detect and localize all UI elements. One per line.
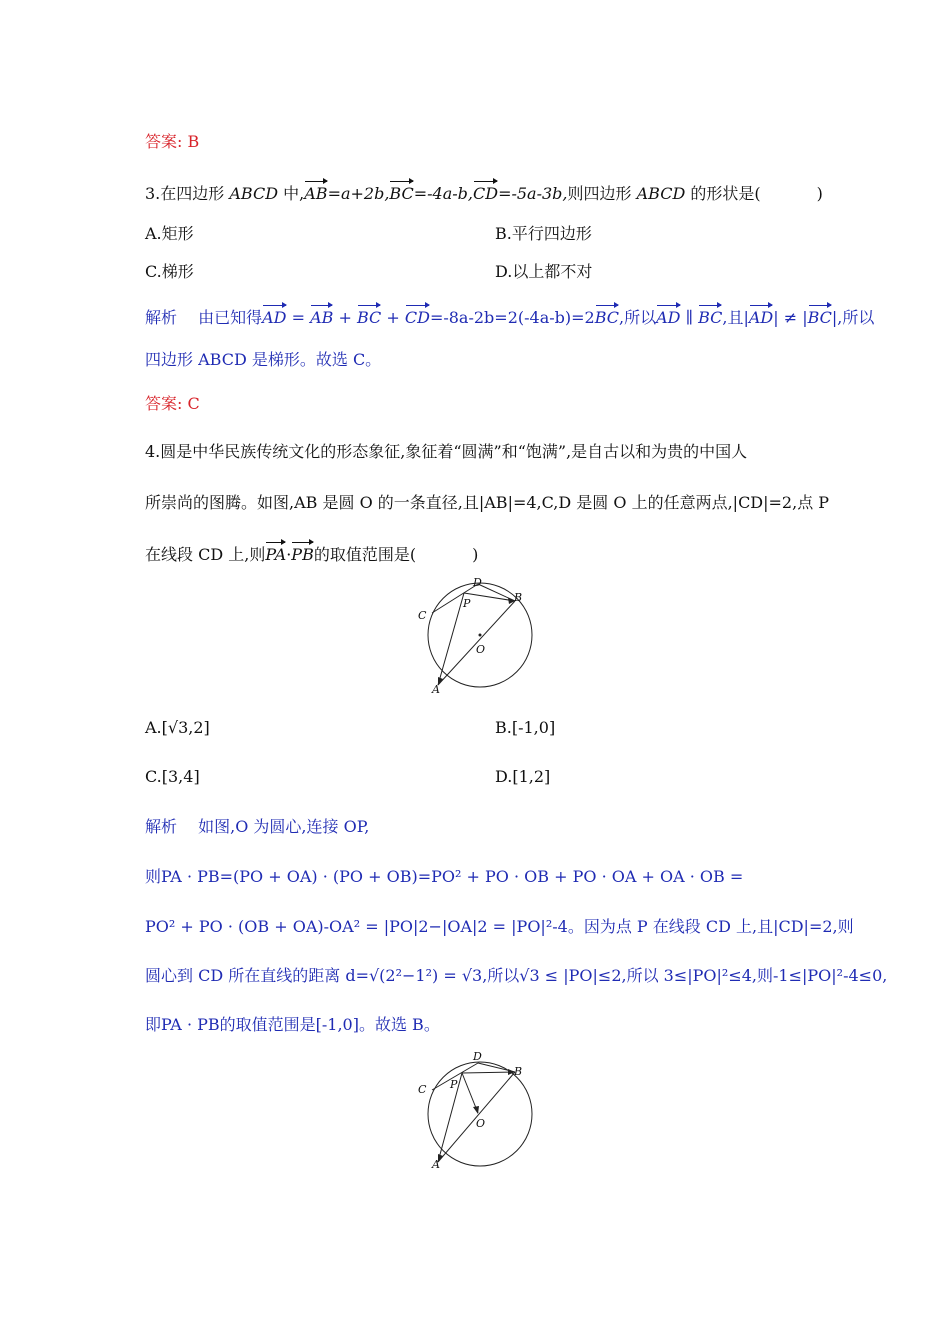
arrowhead	[473, 1106, 479, 1114]
q3-text: =-4a-b,	[413, 184, 473, 203]
q4-solution-line2: 则PA · PB=(PO + OA) · (PO + OB)=PO² + PO · OB + PO · OA + OA · OB =	[145, 867, 744, 886]
solution-tag: 解析	[145, 817, 178, 836]
q3-option-c[interactable]: C.梯形	[145, 262, 194, 281]
label-p: P	[450, 1078, 458, 1091]
q3-solution-line1: 解析 由已知得AD = AB + BC + CD=-8a-2b=2(-4a-b)=2BC,所以AD ∥ BC,且|AD| ≠ |BC|,所以	[145, 305, 874, 329]
vector-bc: BC	[808, 305, 832, 329]
q4-solution-line5: 即PA · PB的取值范围是[-1,0]。故选 B。	[145, 1015, 440, 1034]
label-o: O	[476, 1117, 486, 1130]
q3-text: 中,	[283, 184, 305, 203]
label-b: B	[514, 1065, 523, 1078]
q4-solution-line3: PO² + PO · (OB + OA)-OA² = |PO|2−|OA|2 = |PO|²-4。因为点 P 在线段 CD 上,且|CD|=2,则	[145, 917, 854, 936]
q3-text: 的形状是(	[690, 184, 761, 203]
q4-number: 4.	[145, 442, 161, 461]
q4-stem-line2: 所崇尚的图腾。如图,AB 是圆 O 的一条直径,且|AB|=4,C,D 是圆 O 上的任意两点,|CD|=2,点 P	[145, 493, 830, 512]
q4-option-a[interactable]: A.[√3,2]	[145, 718, 210, 737]
solution-text: |,所以	[831, 308, 875, 327]
circle-figure	[410, 575, 540, 695]
vector-ad: AD	[262, 305, 286, 329]
q4-option-c[interactable]: C.[3,4]	[145, 767, 200, 786]
q3-quad: ABCD	[229, 184, 279, 203]
vector-pa: PA	[265, 542, 286, 566]
q4-solution-line4: 圆心到 CD 所在直线的距离 d=√(2²−1²) = √3,所以√3 ≤ |PO|≤2,所以 3≤|PO|²≤4,则-1≤|PO|²-4≤0,	[145, 966, 888, 985]
solution-text: ,所以	[619, 308, 657, 327]
q4-text: 圆是中华民族传统文化的形态象征,象征着“圆满”和“饱满”,是自古以和为贵的中国人	[160, 442, 748, 461]
label-c: C	[418, 609, 427, 622]
q3-option-d[interactable]: D.以上都不对	[495, 262, 593, 281]
q4-option-d[interactable]: D.[1,2]	[495, 767, 551, 786]
label-b: B	[514, 591, 523, 604]
q3-text: =a+2b,	[327, 184, 390, 203]
q3-stem	[145, 181, 823, 205]
vector-bc: BC	[698, 305, 722, 329]
q3-text: 则四边形	[567, 184, 632, 203]
label-c: C	[418, 1083, 427, 1096]
vector-cd: CD	[473, 181, 498, 205]
answer-q3	[145, 393, 200, 415]
answer-label: 答案:	[145, 132, 183, 151]
q4-solution-line1	[145, 816, 369, 838]
q4-stem-line1	[145, 441, 747, 463]
q3-text: =-5a-3b,	[498, 184, 568, 203]
vector-ab: AB	[304, 181, 327, 205]
label-d: D	[473, 1050, 482, 1063]
label-d: D	[473, 576, 482, 589]
vector-cd: CD	[405, 305, 430, 329]
label-o: O	[476, 643, 486, 656]
solution-text: =-8a-2b=2(-4a-b)=2	[429, 308, 595, 327]
vector-pb: PB	[291, 542, 314, 566]
q3-bracket: )	[816, 184, 823, 203]
q3-quad: ABCD	[636, 184, 686, 203]
q3-text: 在四边形	[160, 184, 225, 203]
q3-solution-line2: 四边形 ABCD 是梯形。故选 C。	[145, 350, 382, 369]
circle-figure-solution	[410, 1048, 540, 1170]
vector-ad: AD	[749, 305, 773, 329]
label-a: A	[432, 683, 440, 695]
q3-number: 3.	[145, 184, 161, 203]
q4-text: 在线段 CD 上,则	[145, 545, 266, 564]
center-point	[479, 634, 482, 637]
solution-text: 由已知得	[198, 308, 263, 327]
chord-cd	[432, 584, 478, 613]
vector-pb-line	[462, 1072, 515, 1073]
vector-ab: AB	[310, 305, 333, 329]
label-p: P	[463, 597, 471, 610]
answer-previous	[145, 131, 199, 153]
q4-bracket: )	[472, 545, 479, 564]
vector-ad: AD	[656, 305, 680, 329]
label-a: A	[432, 1158, 440, 1170]
solution-text: ,且|	[722, 308, 749, 327]
vector-bc: BC	[389, 181, 413, 205]
q4-option-b[interactable]: B.[-1,0]	[495, 718, 556, 737]
answer-label: 答案:	[145, 394, 183, 413]
q3-option-a[interactable]: A.矩形	[145, 224, 194, 243]
q3-option-b[interactable]: B.平行四边形	[495, 224, 592, 243]
vector-bc: BC	[357, 305, 381, 329]
answer-value: C	[187, 394, 200, 413]
solution-text: 如图,O 为圆心,连接 OP,	[198, 817, 370, 836]
q4-text: 的取值范围是(	[313, 545, 417, 564]
answer-value: B	[187, 132, 200, 151]
q4-stem-line3: 在线段 CD 上,则PA·PB的取值范围是( )	[145, 542, 478, 566]
vector-bc: BC	[595, 305, 619, 329]
solution-tag: 解析	[145, 308, 178, 327]
